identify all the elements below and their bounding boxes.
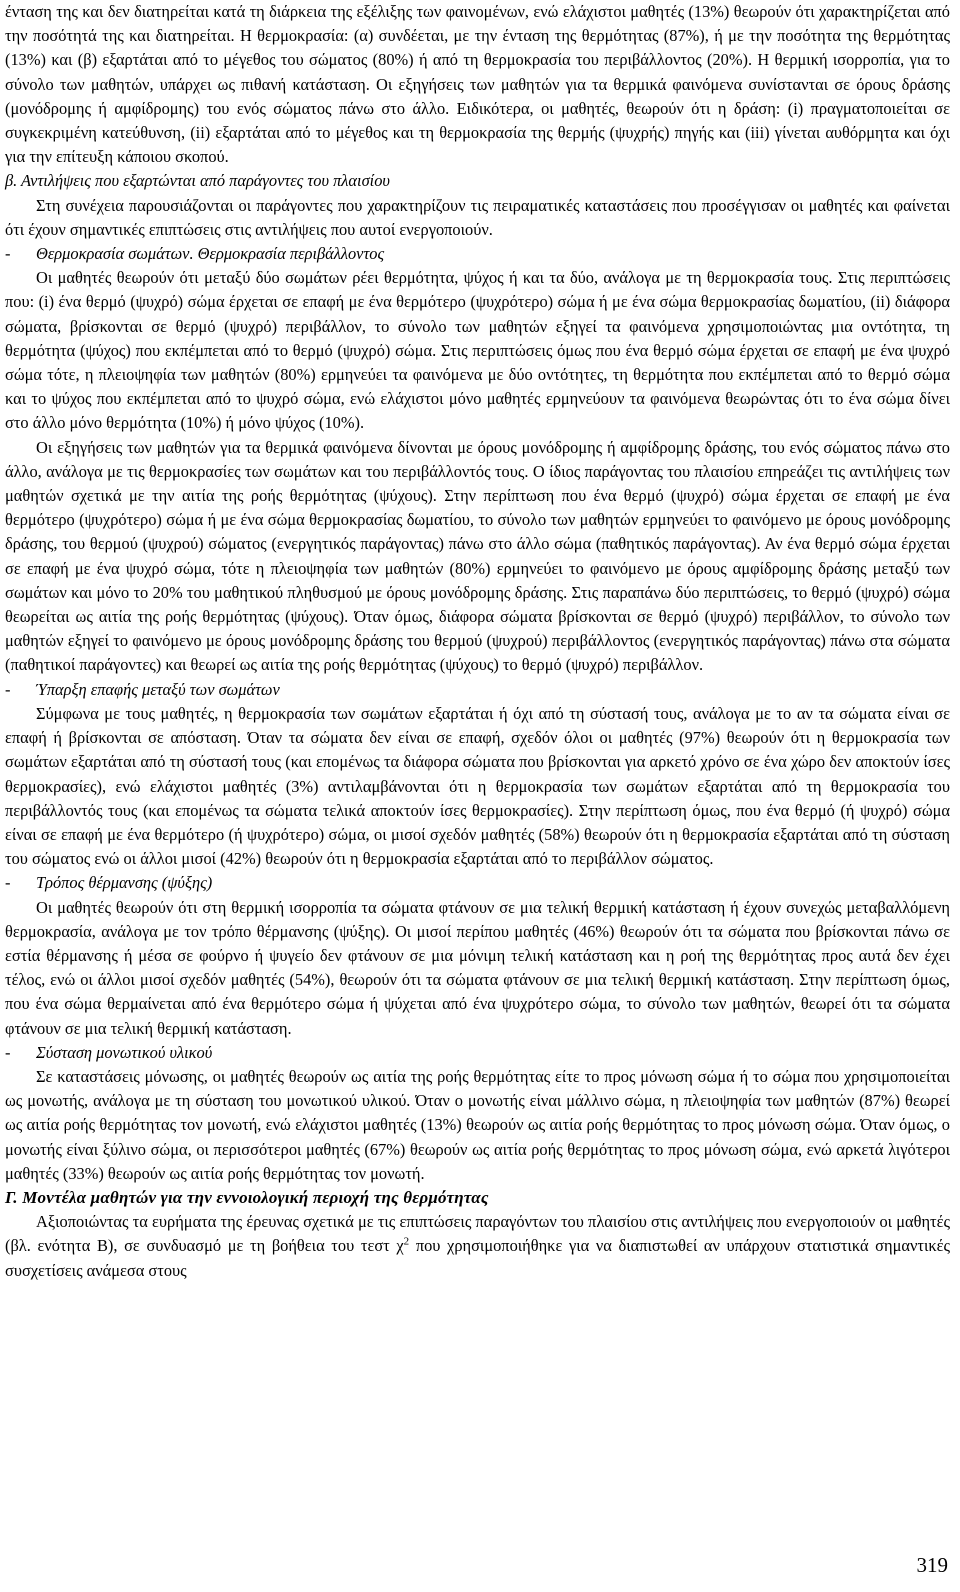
dash-heading-insulation (5, 1041, 950, 1065)
dash-marker: - (5, 244, 11, 264)
dash-marker: - (5, 1042, 11, 1062)
paragraph-intro-factors: Στη συνέχεια παρουσιάζονται οι παράγοντες που χαρακτηρίζουν τις πειραματικές καταστάσεις που προσέγγισαν οι μαθητές και φαίνεται ότι έχουν σημαντικές επιπτώσεις στις αντιλήψεις που αυτοί ενεργοποιούν. (5, 195, 950, 239)
dash-heading-text: Τρόπος θέρμανσης (ψύξης) (36, 873, 213, 893)
dash-marker: - (5, 873, 11, 893)
paragraph-heating: Οι μαθητές θεωρούν ότι στη θερμική ισορροπία τα σώματα φτάνουν σε μια τελική θερμική κατάσταση ή έχουν συνεχώς μεταβαλλόμενη θερμοκρασία, ανάλογα με τον τρόπο θέρμανσης (ψύξης). Οι μισοί περίπου μαθητές (46%) θεωρούν ότι τα σώματα που βρίσκονται πάνω σε εστία θέρμανσης ή μέσα σε φούρνο ή ψυγείο δεν φτάνουν σε μια μόνιμη τελική κατάσταση και η ροή της θερμότητας προς αυτά δεν έχει τέλος, ενώ οι άλλοι μισοί σχεδόν μαθητές (54%), θεωρούν ότι τα σώματα φτάνουν σε μια τελική θερμική κατάσταση. Στην περίπτωση όμως, που ένα σώμα θερμαίνεται από ένα θερμότερο σώμα ή ψύχεται από ένα ψυχρότερο σώμα, το σύνολο των μαθητών, θεωρεί ότι τα σώματα φτάνουν σε μια τελική θερμική κατάσταση. (5, 897, 950, 1038)
paragraph-temperature-2: Οι εξηγήσεις των μαθητών για τα θερμικά φαινόμενα δίνονται με όρους μονόδρομης ή αμφίδρομης δράσης, του ενός σώματος πάνω στο άλλο, ανάλογα με τις θερμοκρασίες των σωμάτων και του περιβάλλοντός τους. Ο ίδιος παράγοντας του πλαισίου επηρεάζει τις αντιλήψεις των μαθητών σχετικά με την αιτία της ροής θερμότητας (ψύχους). Στην περίπτωση που ένα θερμό (ψυχρό) σώμα έρχεται σε επαφή με ένα θερμότερο (ψυχρότερο) σώμα ή με ένα σώμα θερμοκρασίας δωματίου, το σύνολο των μαθητών ερμηνεύει το φαινόμενο με όρους μονόδρομης δράσης, του θερμού (ψυχρού) σώματος (ενεργητικός παράγοντας) πάνω στο άλλο σώμα (παθητικός παράγοντας). Αν ένα θερμό σώμα έρχεται σε επαφή με ένα ψυχρό σώμα, τότε η πλειοψηφία των μαθητών (80%) ερμηνεύει το φαινόμενο με όρους αμφίδρομης δράσης μεταξύ των σωμάτων και μόνο το 20% του μαθητικού πληθυσμού με όρους μονόδρομης δράσης. Στις παραπάνω δύο περιπτώσεις, το θερμό (ψυχρό) σώμα θεωρείται ως αιτία της ροής θερμότητας (ψύχους). Όταν όμως, διάφορα σώματα βρίσκονται σε θερμό (ψυχρό) περιβάλλον, το σύνολο των μαθητών εξηγεί το φαινόμενο με όρους μονόδρομης δράσης του θερμού (ψυχρού) περιβάλλοντος (ενεργητικός παράγοντας) πάνω στα σώματα (παθητικοί παράγοντες) και θεωρεί ως αιτία της ροής θερμότητας (ψύχους) το θερμό (ψυχρό) περιβάλλον. (5, 437, 950, 675)
subsection-heading-b: β. Αντιλήψεις που εξαρτώνται από παράγοντες του πλαισίου (5, 171, 390, 191)
paragraph-models (5, 1210, 950, 1283)
paragraph-insulation: Σε καταστάσεις μόνωσης, οι μαθητές θεωρούν ως αιτία της ροής θερμότητας είτε το προς μόνωση σώμα ή το σώμα που χρησιμοποιείται ως μονωτής, ανάλογα με τη σύσταση του μονωτικού υλικού. Όταν ο μονωτής είναι μάλλινο σώμα, η πλειοψηφία των μαθητών (87%) θεωρεί ως αιτία ροής θερμότητας τον μονωτή, ενώ ελάχιστοι μαθητές (13%) θεωρούν ως αιτία ροής θερμότητας το προς μόνωση σώμα. Όταν όμως, ο μονωτής είναι ξύλινο σώμα, οι περισσότεροι μαθητές (67%) θεωρούν ως αιτία ροής θερμότητας το προς μόνωση σώμα, ενώ αρκετά λιγότεροι μαθητές (33%) θεωρούν ως αιτία ροής θερμότητας τον μονωτή. (5, 1066, 950, 1183)
dash-heading-text: Σύσταση μονωτικού υλικού (36, 1042, 213, 1062)
dash-heading-text: Ύπαρξη επαφής μεταξύ των σωμάτων (36, 679, 280, 699)
paragraph-contact: Σύμφωνα με τους μαθητές, η θερμοκρασία των σωμάτων εξαρτάται ή όχι από τη σύστασή τους, ανάλογα με το αν τα σώματα είναι σε επαφή ή βρίσκονται σε απόσταση. Όταν τα σώματα δεν είναι σε επαφή, σχεδόν όλοι οι μαθητές (97%) θεωρούν ότι η θερμοκρασία των σωμάτων εξαρτάται από τη σύστασή τους (και επομένως τα διάφορα σώματα που βρίσκονται για αρκετό χρόνο σε ένα χώρο δεν αποκτούν ίσες θερμοκρασίες), ενώ ελάχιστοι μαθητές (3%) αντιλαμβάνονται ότι η θερμοκρασία των σωμάτων εξαρτάται από τη θερμοκρασία του περιβάλλοντός τους (και επομένως τα σώματα τελικά αποκτούν ίσες θερμοκρασίες). Στην περίπτωση όμως, που ένα θερμό (ή ψυχρό) σώμα είναι σε επαφή με ένα θερμότερο (ή ψυχρότερο) σώμα, οι μισοί σχεδόν μαθητές (58%) θεωρούν ότι η θερμοκρασία εξαρτάται από τη σύσταση του σώματος ενώ οι άλλοι μισοί (42%) θεωρούν ότι η θερμοκρασία εξαρτάται από το περιβάλλον σώματος. (5, 703, 950, 869)
paragraph-continuation: ένταση της και δεν διατηρείται κατά τη διάρκεια της εξέλιξης των φαινομένων, ενώ ελάχιστοι μαθητές (13%) θεωρούν ότι χαρακτηρίζεται από την ποσότητά της και διατηρείται. Η θερμοκρασία: (α) συνδέεται, με την ένταση της θερμότητας (87%), ή με την ποσότητα της θερμότητας (13%) και (β) εξαρτάται από το μέγεθος του σώματος (80%) ή από τη θερμοκρασία του περιβάλλοντος (20%). Η θερμική ισορροπία, για το σύνολο των μαθητών, υπάρχει ως πιθανή κατάσταση. Οι εξηγήσεις των μαθητών για τα θερμικά φαινόμενα συνίστανται σε όρους δράσης (μονόδρομης ή αμφίδρομης) του ενός σώματος πάνω στο άλλο. Ειδικότερα, οι μαθητές, θεωρούν ότι η δράση: (i) πραγματοποιείται σε συγκεκριμένη κατεύθυνση, (ii) εξαρτάται από το μέγεθος και τη θερμοκρασία της θερμής (ψυχρής) πηγής και (iii) γίνεται αυθόρμητα και όχι για την επίτευξη κάποιου σκοπού. (5, 2, 950, 167)
paragraph-temperature-1: Οι μαθητές θεωρούν ότι μεταξύ δύο σωμάτων ρέει θερμότητα, ψύχος ή και τα δύο, ανάλογα με τη θερμοκρασία τους. Στις περιπτώσεις που: (i) ένα θερμό (ψυχρό) σώμα έρχεται σε επαφή με ένα θερμότερο (ψυχρότερο) σώμα ή με ένα σώμα θερμοκρασίας δωματίου, (ii) διάφορα σώματα, βρίσκονται σε θερμό (ψυχρό) περιβάλλον, το σύνολο των μαθητών εξηγεί τα φαινόμενα χρησιμοποιώντας μια οντότητα, τη θερμότητα (ψύχος) που εκπέμπεται από το θερμό (ψυχρό) σώμα. Στις περιπτώσεις όμως που ένα θερμό σώμα έρχεται σε επαφή με ένα ψυχρό σώμα τότε, η πλειοψηφία των μαθητών (80%) ερμηνεύει τα φαινόμενα με δύο οντότητες, τη θερμότητα που εκπέμπεται από το θερμό σώμα και το ψύχος που εκπέμπεται από το ψυχρό σώμα, ενώ ελάχιστοι μόνο μαθητές ερμηνεύουν τα φαινόμενα θεωρώντας ότι το ένα σώμα δίνει στο άλλο μόνο θερμότητα (10%) ή μόνο ψύχος (10%). (5, 268, 950, 433)
section-heading-g: Γ. Μοντέλα μαθητών για την εννοιολογική περιοχή της θερμότητας (5, 1187, 489, 1207)
dash-heading-text: Θερμοκρασία σωμάτων. Θερμοκρασία περιβάλλοντος (36, 244, 385, 264)
dash-heading-heating (5, 871, 950, 895)
superscript: 2 (403, 1235, 410, 1248)
dash-heading-temperature (5, 242, 950, 266)
page-number: 319 (916, 1553, 948, 1577)
dash-heading-contact (5, 678, 950, 702)
paragraph-text: Αξιοποιώντας τα ευρήματα της έρευνας σχετικά με τις επιπτώσεις παραγόντων του πλαισίου στις αντιλήψεις που ενεργοποιούν οι μαθητές (βλ. ενότητα Β), σε συνδυασμό με τη βοήθεια του τεστ χ (5, 1212, 950, 1256)
dash-marker: - (5, 679, 11, 699)
paragraph-text-after: που χρησιμοποιήθηκε για να διαπιστωθεί αν υπάρχουν στατιστικά σημαντικές συσχετίσεις ανάμεσα στους (5, 1236, 950, 1280)
document-page (5, 0, 950, 1283)
